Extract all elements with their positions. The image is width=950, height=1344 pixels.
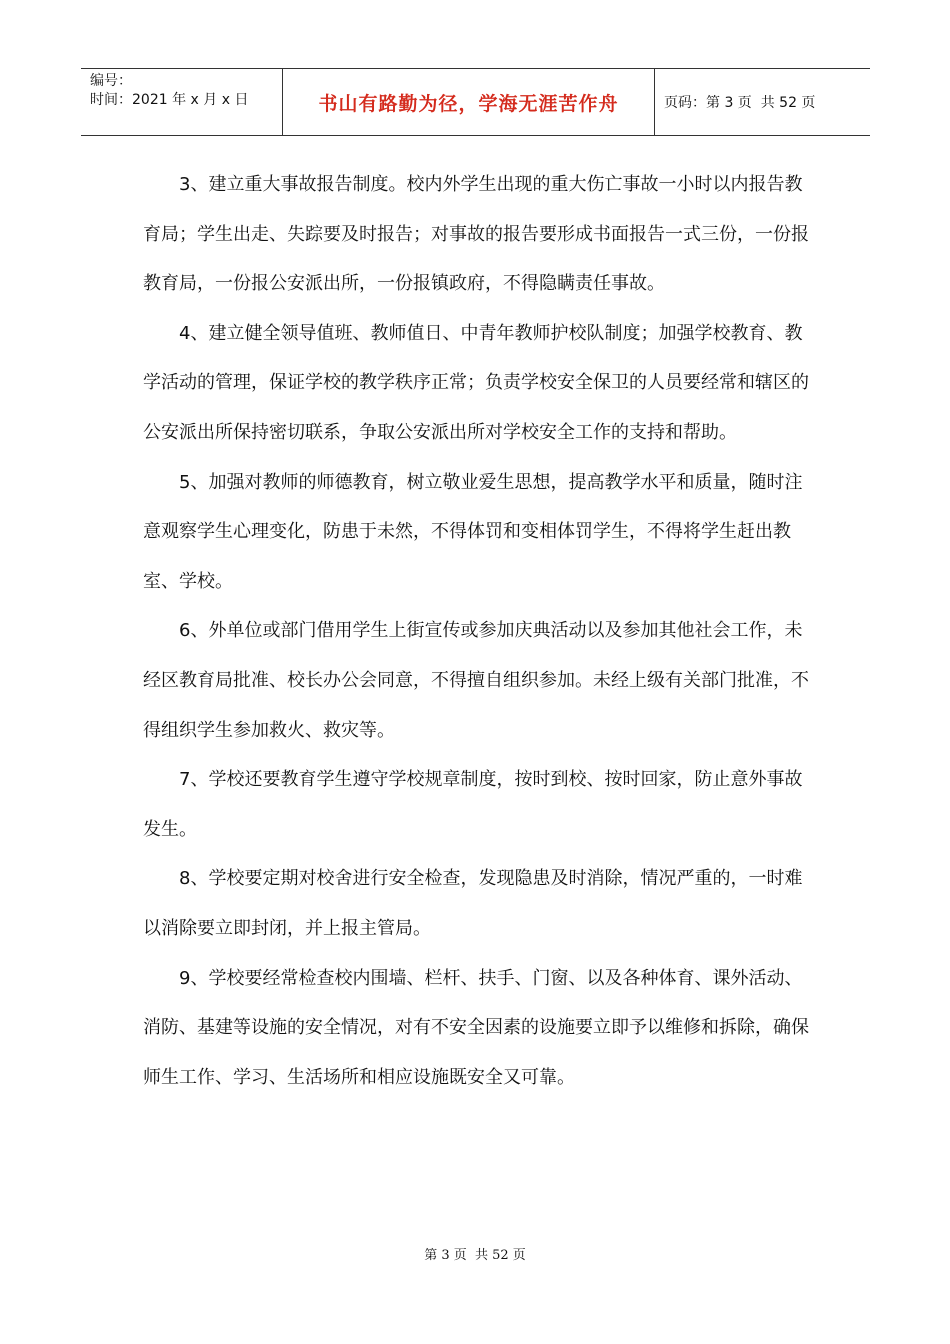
- paragraph-5: 5、加强对教师的师德教育，树立敬业爱生思想，提高教学水平和质量，随时注意观察学生心理变化，防患于未然，不得体罚和变相体罚学生，不得将学生赶出教室、学校。: [143, 471, 803, 592]
- paragraph-6: 6、外单位或部门借用学生上街宣传或参加庆典活动以及参加其他社会工作，未经区教育局批准、校长办公会同意，不得擅自组织参加。未经上级有关部门批准，不得组织学生参加救火、救灾等。: [143, 620, 809, 741]
- paragraph-4: 4、建立健全领导值班、教师值日、中青年教师护校队制度；加强学校教育、教学活动的管理，保证学校的教学秩序正常；负责学校安全保卫的人员要经常和辖区的公安派出所保持密切联系，争取公安派出所对学校安全工作的支持和帮助。: [143, 322, 809, 443]
- document-number-label: 编号：: [90, 73, 132, 89]
- header-motto: 书山有路勤为径，学海无涯苦作舟: [283, 69, 655, 135]
- page-footer: 第 3 页 共 52 页: [424, 1248, 526, 1263]
- paragraph-3: 3、建立重大事故报告制度。校内外学生出现的重大伤亡事故一小时以内报告教育局；学生出走、失踪要及时报告；对事故的报告要形成书面报告一式三份，一份报教育局，一份报公安派出所，一份报镇政府，不得隐瞒责任事故。: [143, 174, 809, 295]
- document-header: [81, 68, 870, 136]
- header-page-info: 页码：第 3 页 共 52 页: [664, 95, 816, 111]
- paragraph-8: 8、学校要定期对校舍进行安全检查，发现隐患及时消除，情况严重的，一时难以消除要立即封闭，并上报主管局。: [143, 868, 803, 939]
- paragraph-7: 7、学校还要教育学生遵守学校规章制度，按时到校、按时回家，防止意外事故发生。: [143, 769, 803, 840]
- document-body: [143, 160, 813, 1102]
- paragraph-9: 9、学校要经常检查校内围墙、栏杆、扶手、门窗、以及各种体育、课外活动、消防、基建等设施的安全情况，对有不安全因素的设施要立即予以维修和拆除，确保师生工作、学习、生活场所和相应设施既安全又可靠。: [143, 967, 809, 1088]
- document-date: 时间：2021 年 x 月 x 日: [90, 92, 249, 108]
- header-meta: [81, 69, 283, 135]
